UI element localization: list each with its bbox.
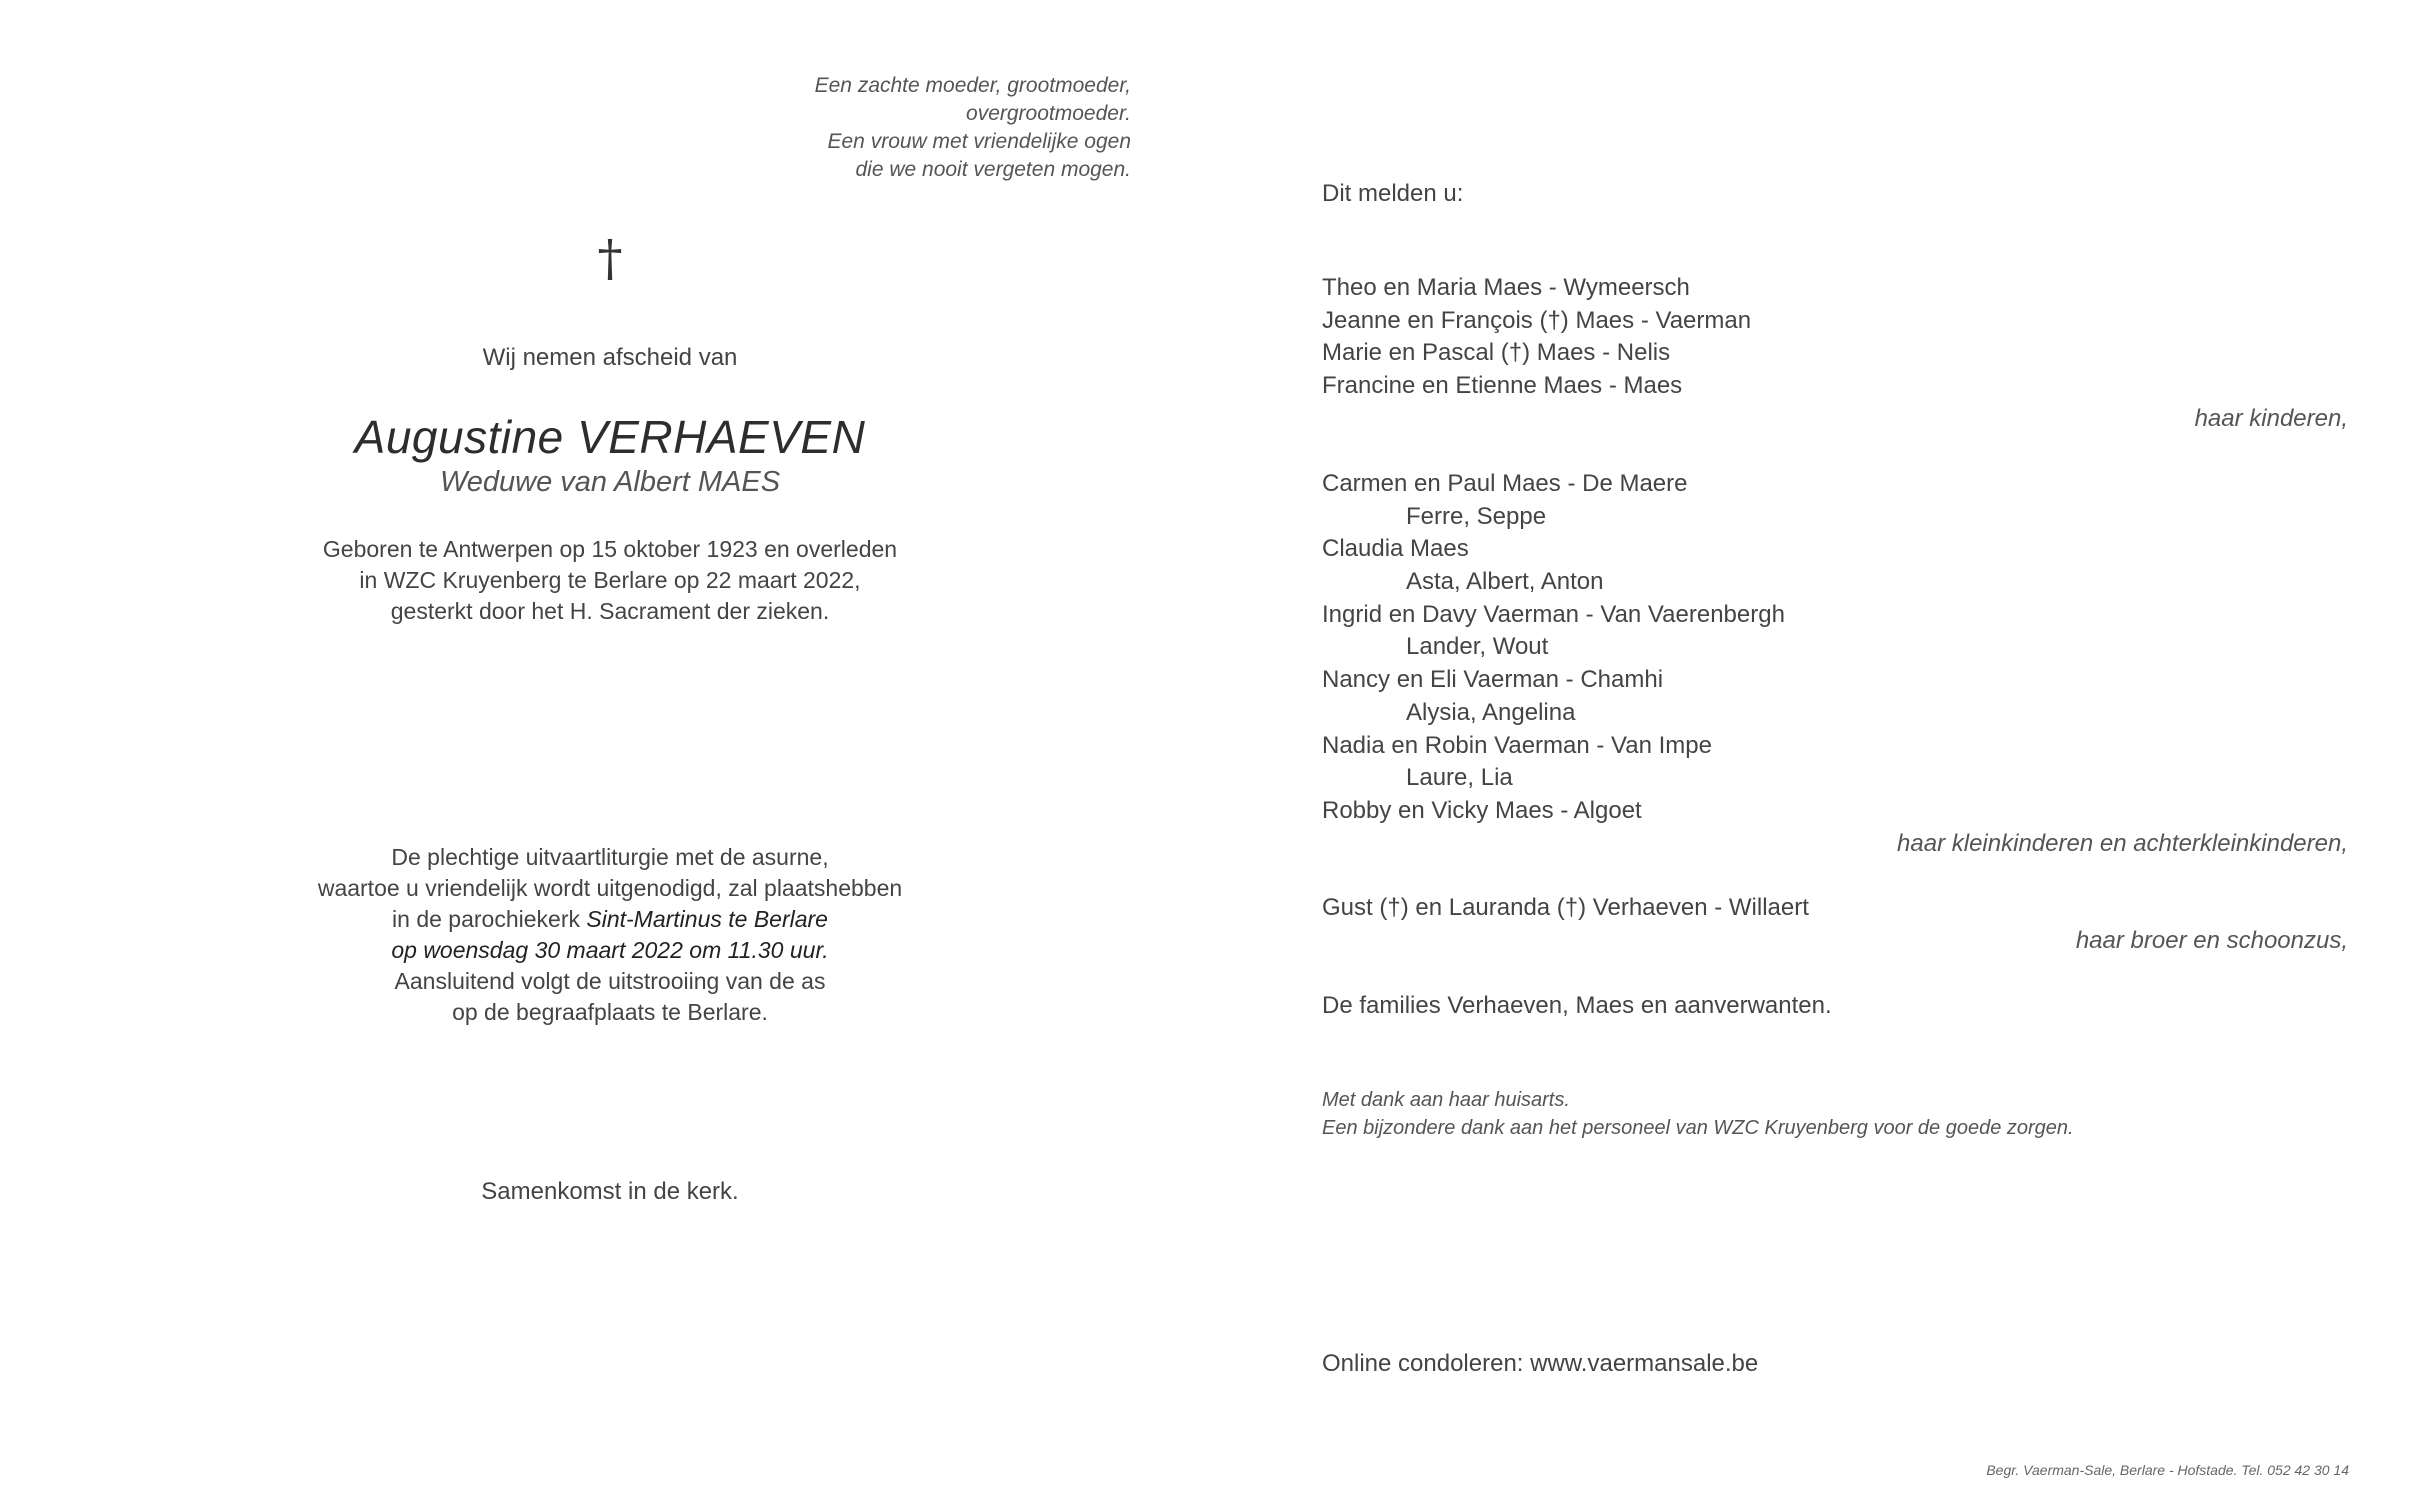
list-item: Nadia en Robin Vaerman - Van Impe — [1322, 731, 1712, 759]
poem-line: Een zachte moeder, grootmoeder, — [814, 74, 1131, 97]
list-item: Laure, Lia — [1406, 764, 1513, 792]
list-item: Theo en Maria Maes - Wymeersch — [1322, 274, 1690, 301]
poem-line: overgrootmoeder. — [966, 102, 1131, 125]
birth-death-info — [210, 534, 1010, 627]
list-item: Gust (†) en Lauranda (†) Verhaeven - Willaert — [1322, 894, 1809, 921]
birth-line: Geboren te Antwerpen op 15 oktober 1923 en overleden — [322, 536, 898, 562]
poem-line: Een vrouw met vriendelijke ogen — [827, 130, 1131, 153]
church-name: Sint-Martinus te Berlare — [586, 906, 828, 932]
cross-icon: † — [597, 229, 623, 287]
widow-of: Weduwe van Albert MAES — [439, 466, 781, 498]
thanks-line: Een bijzondere dank aan het personeel van WZC Kruyenberg voor de goede zorgen. — [1322, 1117, 2074, 1139]
birth-line: in WZC Kruyenberg te Berlare op 22 maart 2022, — [359, 567, 861, 593]
families-text: De families Verhaeven, Maes en aanverwanten. — [1322, 992, 1832, 1019]
online-condolence: Online condoleren: www.vaermansale.be — [1322, 1350, 1759, 1377]
list-item: Jeanne en François (†) Maes - Vaerman — [1322, 306, 1752, 334]
list-item: Carmen en Paul Maes - De Maere — [1322, 470, 1688, 497]
gathering-text: Samenkomst in de kerk. — [481, 1178, 739, 1205]
list-item: Francine en Etienne Maes - Maes — [1322, 372, 1683, 400]
children-list — [1322, 272, 2348, 435]
list-item: Alysia, Angelina — [1406, 698, 1576, 726]
list-item: Robby en Vicky Maes - Algoet — [1322, 796, 1642, 824]
siblings-list — [1322, 892, 2348, 957]
birth-line: gesterkt door het H. Sacrament der zieken. — [390, 598, 830, 624]
deceased-name: Augustine VERHAEVEN — [354, 411, 866, 463]
grandchildren-role: haar kleinkinderen en achterkleinkinderen, — [1897, 829, 2348, 857]
poem — [571, 72, 1131, 184]
list-item: Nancy en Eli Vaerman - Chamhi — [1322, 666, 1664, 694]
list-item: Ferre, Seppe — [1406, 502, 1547, 530]
funeral-line: De plechtige uitvaartliturgie met de asurne, — [391, 844, 829, 870]
list-item: Lander, Wout — [1406, 633, 1549, 661]
church-prefix: in de parochiekerk — [392, 906, 587, 932]
funeral-line: Aansluitend volgt de uitstrooiing van de as — [394, 968, 826, 994]
funeral-line — [210, 904, 1010, 935]
thanks-line: Met dank aan haar huisarts. — [1322, 1089, 1570, 1111]
thanks-note — [1322, 1086, 2074, 1142]
poem-line: die we nooit vergeten mogen. — [855, 158, 1131, 181]
siblings-role: haar broer en schoonzus, — [2075, 926, 2348, 954]
grandchildren-list — [1322, 468, 2348, 860]
list-item: Asta, Albert, Anton — [1406, 568, 1604, 596]
funeral-info — [210, 842, 1010, 1028]
list-item: Ingrid en Davy Vaerman - Van Vaerenbergh — [1322, 600, 1785, 628]
farewell-text: Wij nemen afscheid van — [482, 344, 738, 371]
funeral-line: op de begraafplaats te Berlare. — [452, 999, 768, 1025]
children-role: haar kinderen, — [2194, 404, 2348, 432]
funeral-datetime: op woensdag 30 maart 2022 om 11.30 uur. — [391, 937, 829, 963]
list-item: Marie en Pascal (†) Maes - Nelis — [1322, 339, 1671, 367]
undertaker-footer: Begr. Vaerman-Sale, Berlare - Hofstade. Tel. 052 42 30 14 — [1986, 1462, 2349, 1478]
announce-text: Dit melden u: — [1322, 180, 1464, 207]
list-item: Claudia Maes — [1322, 535, 1469, 563]
funeral-line: waartoe u vriendelijk wordt uitgenodigd, zal plaatshebben — [317, 875, 903, 901]
